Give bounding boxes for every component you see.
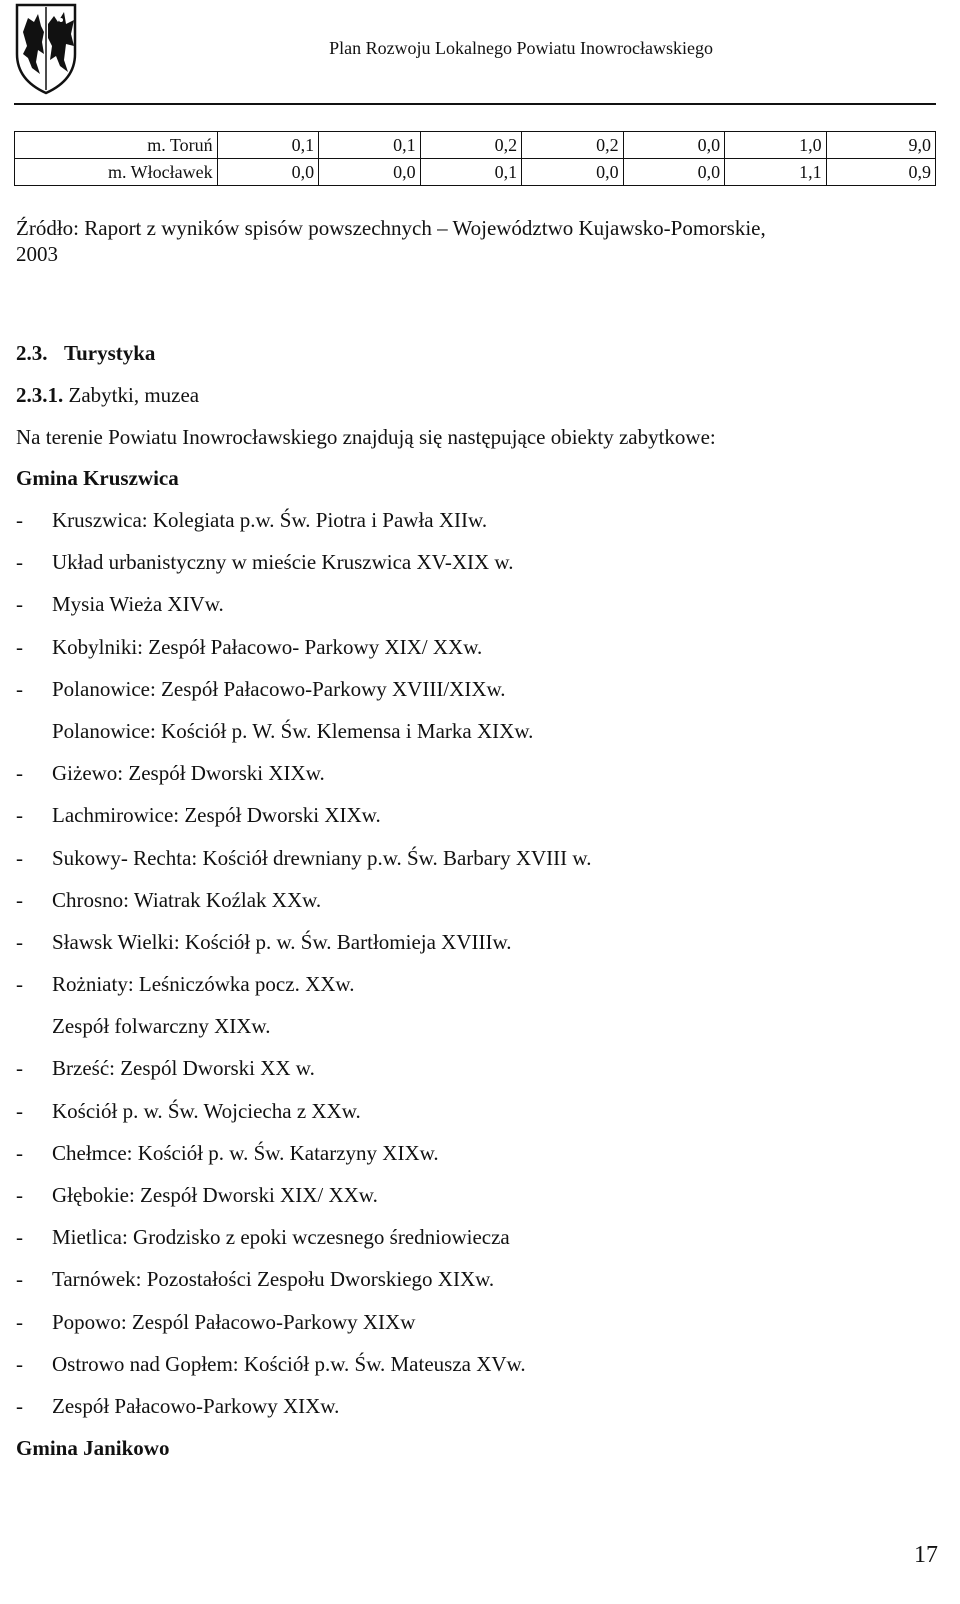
table-row [15,159,936,186]
source-note-year: 2003 [16,242,58,266]
table-cell: 0,2 [420,132,522,159]
list-dash: - [16,1098,23,1123]
list-item-text: Zespół Pałacowo-Parkowy XIXw. [52,1393,340,1418]
list-item-text: Mysia Wieża XIVw. [52,592,224,617]
table-cell: 1,0 [725,132,827,159]
table-row [15,132,936,159]
section-number: 2.3. [16,341,48,365]
subsection-title: Zabytki, muzea [68,383,200,407]
list-item [16,590,591,632]
subsection-number: 2.3.1. [16,383,64,407]
list-item [16,1139,591,1181]
list-dash: - [16,592,23,617]
list-item-text: Polanowice: Kościół p. W. Św. Klemensa i Marka XIXw. [52,718,534,743]
list-dash: - [16,887,23,912]
list-item [16,1350,591,1392]
list-item [16,759,591,801]
list-dash: - [16,676,23,701]
table-cell: 0,1 [420,159,522,186]
list-item-text: Polanowice: Zespół Pałacowo-Parkowy XVIII/XIXw. [52,676,506,701]
intro-paragraph: Na terenie Powiatu Inowrocławskiego znajdują się następujące obiekty zabytkowe: [16,425,716,449]
list-item-text: Lachmirowice: Zespół Dworski XIXw. [52,803,381,828]
table-cell: 0,0 [217,159,319,186]
list-item [16,801,591,843]
list-dash: - [16,929,23,954]
list-item [16,1012,591,1054]
table-cell: 0,1 [217,132,319,159]
list-item-text: Ostrowo nad Gopłem: Kościół p.w. Św. Mateusza XVw. [52,1351,526,1376]
table-cell-name: m. Włocławek [15,159,218,186]
list-item-text: Brześć: Zespól Dworski XX w. [52,1056,315,1081]
table-cell: 0,1 [319,132,421,159]
list-dash: - [16,1309,23,1334]
list-dash: - [16,761,23,786]
monument-list [16,506,591,1434]
list-item [16,506,591,548]
list-item-text: Chełmce: Kościół p. w. Św. Katarzyny XIXw. [52,1140,439,1165]
list-item [16,970,591,1012]
list-item-text: Sukowy- Rechta: Kościół drewniany p.w. Św. Barbary XVIII w. [52,845,592,870]
list-item [16,633,591,675]
table-cell: 0,0 [319,159,421,186]
list-dash: - [16,634,23,659]
list-item [16,1054,591,1096]
list-item [16,928,591,970]
list-dash: - [16,1393,23,1418]
gmina-heading: Gmina Janikowo [16,1436,170,1460]
list-dash: - [16,1225,23,1250]
table-cell-name: m. Toruń [15,132,218,159]
list-item-text: Układ urbanistyczny w mieście Kruszwica XV-XIX w. [52,550,514,575]
list-dash: - [16,1056,23,1081]
table-cell: 1,1 [725,159,827,186]
list-dash: - [16,803,23,828]
list-item [16,1308,591,1350]
list-item-text: Rożniaty: Leśniczówka pocz. XXw. [52,972,355,997]
list-item [16,1097,591,1139]
list-dash: - [16,845,23,870]
list-dash: - [16,972,23,997]
source-note: Źródło: Raport z wyników spisów powszechnych – Województwo Kujawsko-Pomorskie, [16,216,766,240]
table-cell: 9,0 [826,132,935,159]
coat-of-arms-icon [14,2,78,96]
list-dash: - [16,1183,23,1207]
list-dash: - [16,508,23,532]
list-item [16,1223,591,1265]
list-item [16,844,591,886]
subsection-heading [16,381,199,409]
list-item-text: Tarnówek: Pozostałości Zespołu Dworskiego XIXw. [52,1267,495,1292]
section-heading [16,339,155,367]
list-item-text: Kruszwica: Kolegiata p.w. Św. Piotra i Pawła XIIw. [52,508,488,532]
table-cell: 0,0 [623,159,725,186]
list-item [16,548,591,590]
list-item [16,1392,591,1434]
list-item-text: Sławsk Wielki: Kościół p. w. Św. Bartłomieja XVIIIw. [52,929,512,954]
list-item [16,886,591,928]
section-title: Turystyka [64,341,156,365]
list-dash: - [16,1140,23,1165]
header-divider [14,103,936,105]
list-item-text: Kościół p. w. Św. Wojciecha z XXw. [52,1098,361,1123]
list-dash: - [16,1267,23,1292]
list-item [16,1265,591,1307]
list-item-text: Kobylniki: Zespół Pałacowo- Parkowy XIX/ XXw. [52,634,483,659]
list-dash: - [16,1351,23,1376]
list-item-text: Mietlica: Grodzisko z epoki wczesnego średniowiecza [52,1225,510,1250]
page-number: 17 [914,1542,938,1568]
list-item-text: Zespół folwarczny XIXw. [52,1014,271,1039]
header-title: Plan Rozwoju Lokalnego Powiatu Inowrocławskiego [329,38,713,58]
table-cell: 0,9 [826,159,935,186]
list-item [16,1181,591,1223]
table-cell: 0,0 [623,132,725,159]
list-item-text: Giżewo: Zespół Dworski XIXw. [52,761,325,786]
population-table [14,131,936,186]
list-item [16,717,591,759]
list-item [16,675,591,717]
gmina-heading: Gmina Kruszwica [16,466,179,490]
list-dash: - [16,550,23,575]
list-item-text: Głębokie: Zespół Dworski XIX/ XXw. [52,1183,378,1207]
table-cell: 0,0 [522,159,624,186]
list-item-text: Popowo: Zespól Pałacowo-Parkowy XIXw [52,1309,416,1334]
table-cell: 0,2 [522,132,624,159]
list-item-text: Chrosno: Wiatrak Koźlak XXw. [52,887,322,912]
